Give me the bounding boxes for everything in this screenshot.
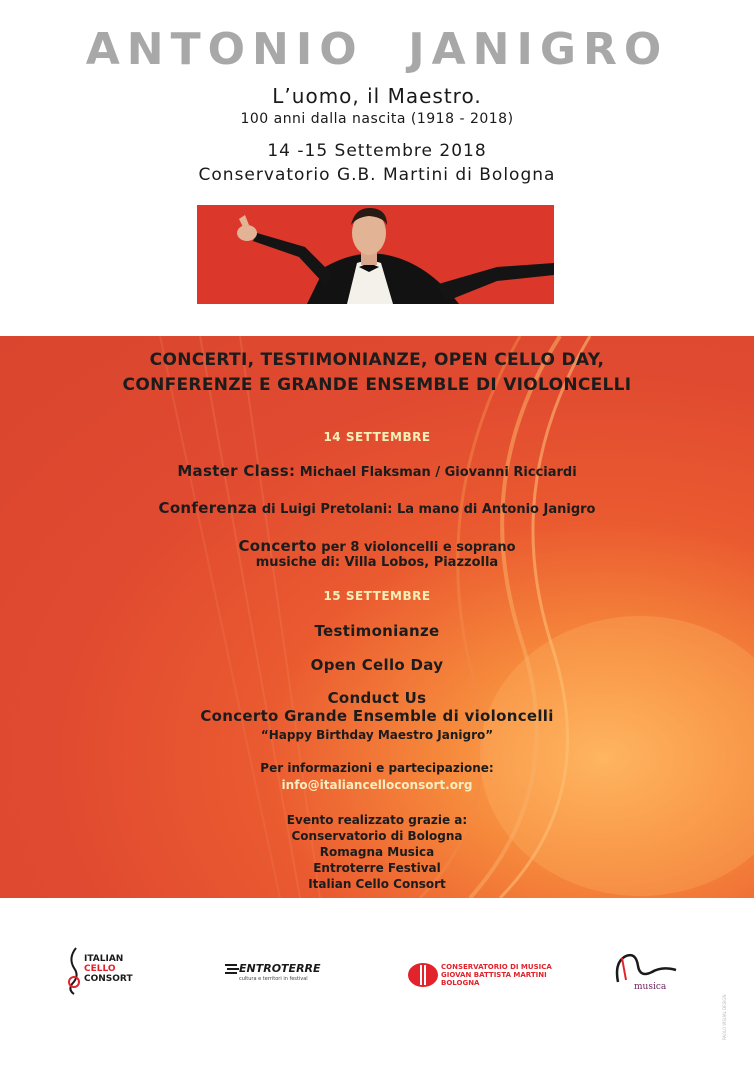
poster-title: ANTONIO JANIGRO bbox=[85, 24, 669, 75]
testimonianze-item: Testimonianze bbox=[314, 622, 440, 640]
ensemble-concert-subtitle: “Happy Birthday Maestro Janigro” bbox=[260, 728, 494, 742]
concert-text: per 8 violoncelli e soprano bbox=[316, 540, 516, 555]
sponsor-item: Conservatorio di Bologna bbox=[291, 829, 463, 843]
concert-label: Concerto bbox=[238, 537, 317, 555]
cello-clef-icon bbox=[64, 946, 86, 996]
conference-text: di Luigi Pretolani: La mano di Antonio Janigro bbox=[257, 502, 596, 517]
entroterre-tagline: cultura e territori in festival bbox=[239, 976, 308, 982]
centenary-line: 100 anni dalla nascita (1918 - 2018) bbox=[240, 111, 514, 127]
entroterre-wordmark: ENTROTERRE bbox=[239, 962, 321, 975]
conductor-photo bbox=[197, 205, 554, 304]
romagna-musica-wordmark: musica bbox=[634, 982, 667, 992]
day-1-label: 14 SETTEMBRE bbox=[323, 430, 431, 444]
design-credit: PAOLO VISUAL DESIGN bbox=[722, 994, 727, 1040]
entroterre-logo bbox=[225, 962, 325, 986]
italian-cello-consort-logo bbox=[64, 946, 154, 996]
conservatorio-emblem-icon bbox=[408, 962, 438, 988]
open-cello-day-item: Open Cello Day bbox=[310, 656, 444, 674]
concert-music: musiche di: Villa Lobos, Piazzolla bbox=[255, 555, 499, 570]
conference-line bbox=[0, 499, 754, 517]
logo-text-italian: ITALIAN bbox=[84, 954, 124, 964]
sponsor-item: Romagna Musica bbox=[319, 845, 435, 859]
program-headline-line-1: CONCERTI, TESTIMONIANZE, OPEN CELLO DAY, bbox=[149, 350, 605, 370]
event-dates: 14 -15 Settembre 2018 bbox=[267, 141, 487, 161]
conservatorio-text-3: BOLOGNA bbox=[441, 979, 480, 987]
conservatorio-text-2: GIOVAN BATTISTA MARTINI bbox=[441, 971, 547, 979]
day-2-label: 15 SETTEMBRE bbox=[323, 589, 431, 603]
ensemble-concert-item: Concerto Grande Ensemble di violoncelli bbox=[200, 707, 554, 725]
thanks-label: Evento realizzato grazie a: bbox=[286, 813, 468, 827]
event-venue: Conservatorio G.B. Martini di Bologna bbox=[198, 165, 556, 185]
conduct-us-item: Conduct Us bbox=[327, 689, 427, 707]
info-label: Per informazioni e partecipazione: bbox=[260, 761, 494, 775]
masterclass-text: Michael Flaksman / Giovanni Ricciardi bbox=[295, 465, 577, 480]
conservatorio-logo bbox=[408, 962, 558, 990]
concert-line bbox=[0, 537, 754, 555]
logo-text-cello: CELLO bbox=[84, 964, 116, 974]
logo-text-consort: CONSORT bbox=[84, 974, 133, 984]
entroterre-mark-icon bbox=[225, 963, 239, 977]
masterclass-line bbox=[0, 462, 754, 480]
romagna-musica-logo bbox=[612, 952, 682, 996]
conservatorio-text-1: CONSERVATORIO DI MUSICA bbox=[441, 963, 552, 971]
sponsor-item: Entroterre Festival bbox=[313, 861, 441, 875]
conference-label: Conferenza bbox=[158, 499, 258, 517]
sponsor-item: Italian Cello Consort bbox=[308, 877, 446, 891]
masterclass-label: Master Class: bbox=[177, 462, 296, 480]
poster-subtitle: L’uomo, il Maestro. bbox=[272, 84, 482, 108]
romagna-musica-mark-icon bbox=[612, 952, 678, 984]
program-headline-line-2: CONFERENZE E GRANDE ENSEMBLE DI VIOLONCELLI bbox=[122, 375, 632, 395]
info-email-link[interactable]: info@italiancelloconsort.org bbox=[281, 778, 473, 792]
